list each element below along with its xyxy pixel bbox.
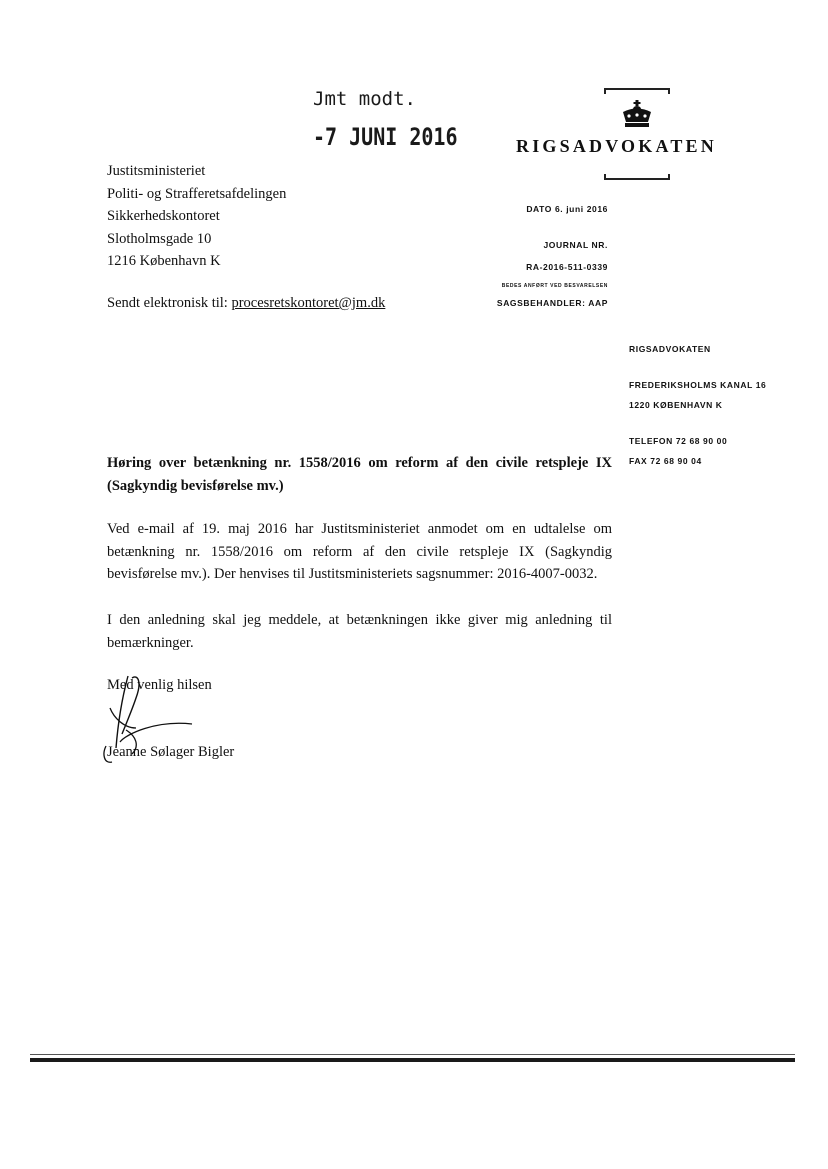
sender-city: 1220 KØBENHAVN K: [629, 400, 723, 410]
footer-rule-thin: [30, 1054, 795, 1055]
letter-subject: Høring over betænkning nr. 1558/2016 om reform af den civile retspleje IX (Sagkyndig bevisførelse mv.): [107, 455, 612, 494]
recipient-line: Sikkerhedskontoret: [107, 208, 220, 224]
journal-note: BEDES ANFØRT VED BESVARELSEN: [501, 283, 608, 289]
recipient-line: Politi- og Strafferetsafdelingen: [107, 185, 287, 202]
letter-paragraph: Ved e-mail af 19. maj 2016 har Justitsministeriet anmodet om en udtalelse om betænkning nr. 1558/2016 om reform af den civile retspleje IX (Sagkyndig bevisførelse mv.). Der henvises til Justitsministeriets sagsnummer: 2016-4007-0032.: [107, 521, 612, 582]
recipient-address: [107, 160, 286, 273]
sender-name: RIGSADVOKATEN: [629, 344, 711, 354]
letter-date: DATO 6. juni 2016: [526, 204, 608, 214]
recipient-email-link[interactable]: procesretskontoret@jm.dk: [231, 295, 386, 311]
sender-street: FREDERIKSHOLMS KANAL 16: [629, 380, 767, 390]
letter-paragraph: I den anledning skal jeg meddele, at betænkningen ikke giver mig anledning til bemærkninger.: [107, 612, 612, 651]
recipient-line: Slotholmsgade 10: [107, 230, 212, 247]
received-stamp-label: Jmt modt.: [313, 88, 416, 110]
crown-icon: [620, 100, 654, 128]
letterhead-top-rule: [604, 88, 670, 90]
recipient-line: 1216 København K: [107, 253, 221, 269]
sender-phone: TELEFON 72 68 90 00: [629, 436, 728, 446]
sent-label: Sendt elektronisk til:: [107, 295, 232, 311]
letterhead-bottom-rule: [604, 178, 670, 180]
case-handler: SAGSBEHANDLER: AAP: [496, 298, 608, 308]
received-stamp-date: -7 JUNI 2016: [313, 122, 458, 151]
organization-name: RIGSADVOKATEN: [516, 136, 717, 156]
signer-name: Jeanne Sølager Bigler: [107, 744, 235, 760]
sender-fax: FAX 72 68 90 04: [629, 456, 702, 466]
recipient-line: Justitsministeriet: [107, 163, 206, 179]
journal-label: JOURNAL NR.: [543, 240, 608, 250]
sent-electronically: [107, 295, 385, 312]
closing-greeting: Med venlig hilsen: [107, 677, 212, 693]
journal-number: RA-2016-511-0339: [526, 262, 608, 272]
footer-rule: [30, 1058, 795, 1062]
